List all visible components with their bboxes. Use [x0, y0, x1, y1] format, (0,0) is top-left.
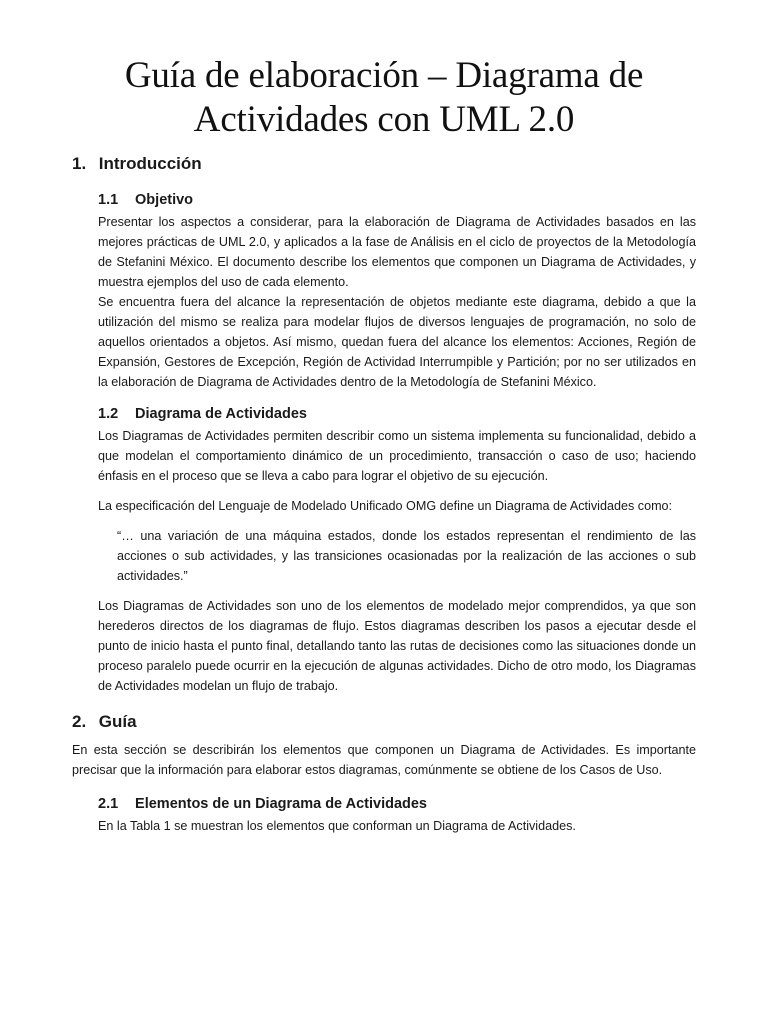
section-heading-guia [72, 710, 696, 734]
paragraph: Presentar los aspectos a considerar, para la elaboración de Diagrama de Actividades basados en las mejores prácticas de UML 2.0, y aplicados a la fase de Análisis en el ciclo de proyectos de la Metodología de Stefanini México. El documento describe los elementos que componen un Diagrama de Actividades, y muestra ejemplos del uso de cada elemento. [98, 215, 696, 289]
title-line-1: Guía de elaboración – Diagrama de [124, 55, 644, 96]
subsection-title: Objetivo [135, 192, 194, 208]
objetivo-body [72, 212, 696, 392]
paragraph: Se encuentra fuera del alcance la representación de objetos mediante este diagrama, debido a que la utilización del mismo se realiza para modelar flujos de diversos lenguajes de programación, no solo de aquellos orientados a objetos. Así mismo, quedan fuera del alcance los elementos: Acciones, Región de Expansión, Gestores de Excepción, Región de Actividad Interrumpible y Partición; por no ser utilizados en la elaboración de Diagrama de Actividades dentro de la Metodología de Stefanini México. [98, 295, 696, 389]
paragraph: En esta sección se describirán los elementos que componen un Diagrama de Actividades. Es importante precisar que la información para elaborar estos diagramas, comúnmente se obtiene de los Casos de Uso. [72, 743, 696, 777]
paragraph: Los Diagramas de Actividades son uno de los elementos de modelado mejor comprendidos, ya que son herederos directos de los diagramas de flujo. Estos diagramas describen los pasos a ejecutar desde el punto de inicio hasta el punto final, detallando tanto las rutas de decisiones como las situaciones donde un proceso paralelo puede ocurrir en la ejecución de algunas actividades. Dicho de otro modo, los Diagramas de Actividades modelan un flujo de trabajo. [98, 599, 696, 693]
section-number: 1. [72, 154, 87, 173]
section-title: Guía [98, 712, 137, 731]
paragraph: En la Tabla 1 se muestran los elementos que conforman un Diagrama de Actividades. [98, 819, 576, 833]
subsection-title: Diagrama de Actividades [135, 406, 307, 422]
paragraph: La especificación del Lenguaje de Modelado Unificado OMG define un Diagrama de Actividades como: [98, 499, 673, 513]
block-quote: “… una variación de una máquina estados, donde los estados representan el rendimiento de las acciones o sub actividades, y las transiciones ocasionadas por la realización de las acciones o sub actividades.” [117, 529, 696, 583]
subsection-heading-objetivo [72, 190, 696, 210]
section-title: Introducción [98, 154, 202, 173]
paragraph: Los Diagramas de Actividades permiten describir como un sistema implementa su funcionalidad, debido a que modelan el comportamiento dinámico de un procedimiento, transacción o caso de uso; haciendo énfasis en el proceso que se lleva a cabo para lograr el objetivo de su ejecución. [98, 429, 696, 483]
elementos-body [72, 816, 696, 836]
subsection-number: 2.1 [98, 796, 119, 812]
document-title [72, 54, 696, 142]
subsection-number: 1.1 [98, 192, 119, 208]
section-heading-introduccion [72, 152, 696, 176]
subsection-number: 1.2 [98, 406, 119, 422]
subsection-heading-diagrama [72, 404, 696, 424]
diagrama-body [72, 426, 696, 696]
title-line-2: Actividades con UML 2.0 [193, 99, 575, 140]
subsection-heading-elementos [72, 794, 696, 814]
section-number: 2. [72, 712, 87, 731]
subsection-title: Elementos de un Diagrama de Actividades [135, 796, 427, 812]
